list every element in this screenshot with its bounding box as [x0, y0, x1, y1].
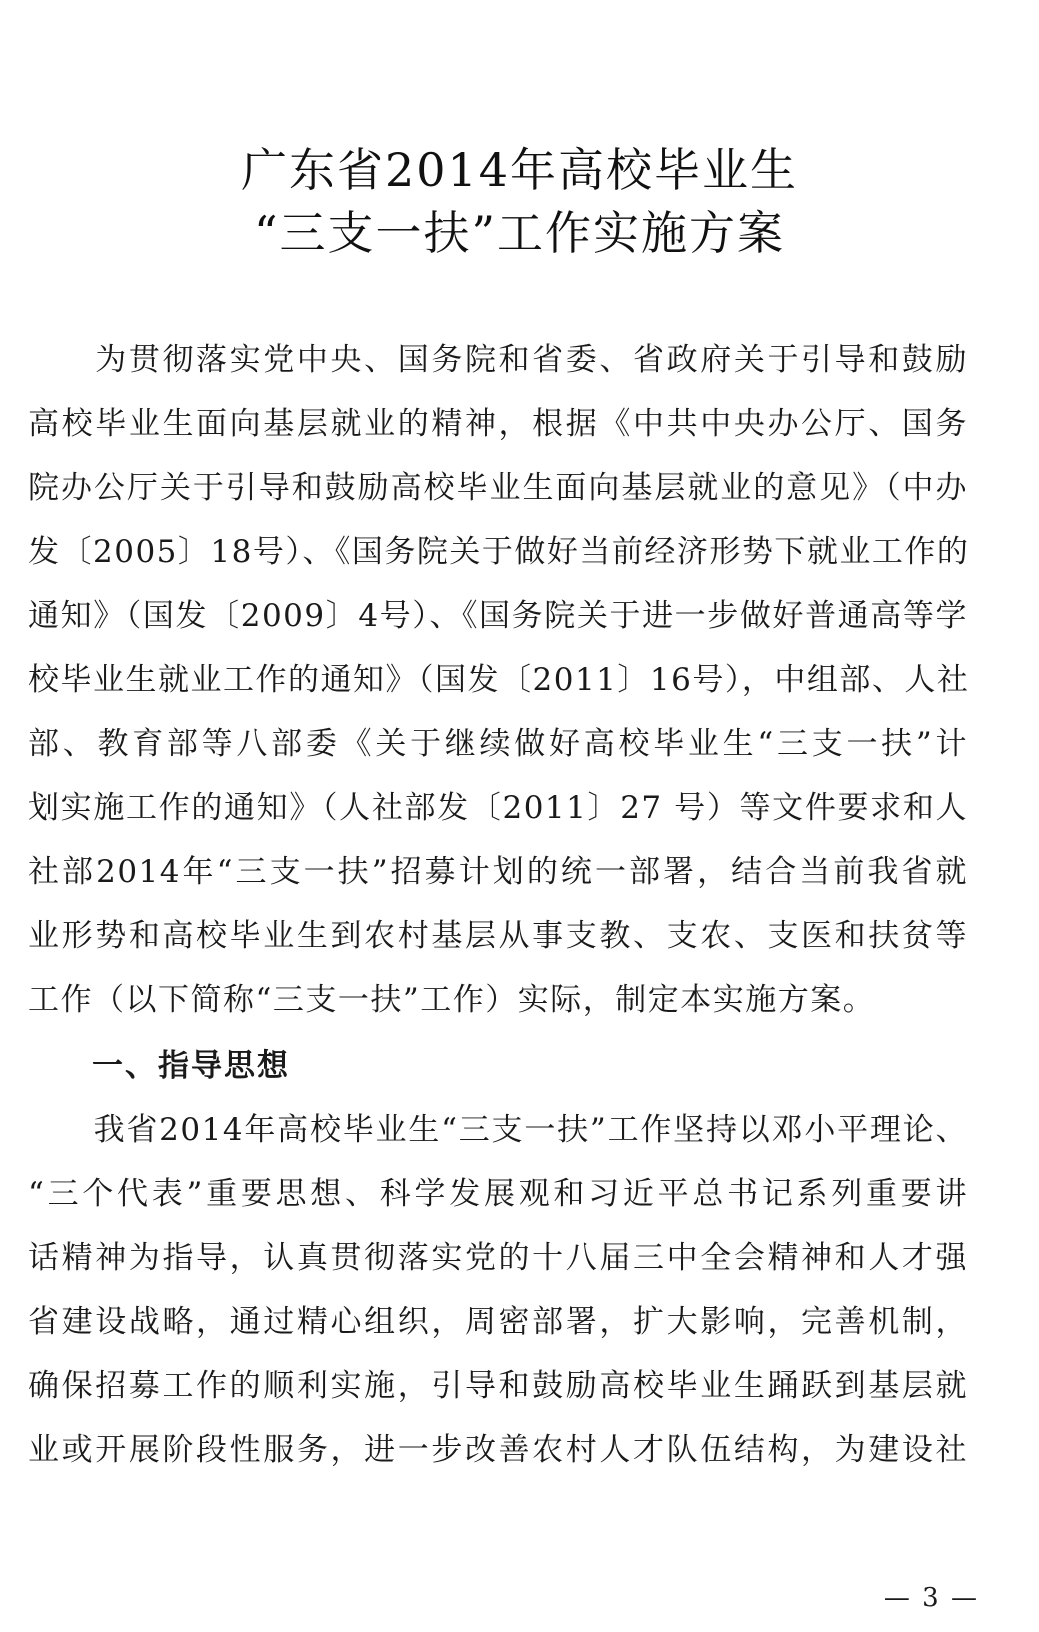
section1-line: “三个代表”重要思想、科学发展观和习近平总书记系列重要讲: [28, 1176, 968, 1212]
intro-line: 校毕业生就业工作的通知》（国发〔2011〕16号），中组部、人社: [28, 662, 970, 698]
section1-paragraph: [28, 1098, 968, 1482]
intro-line: 划实施工作的通知》（人社部发〔2011〕27 号）等文件要求和人: [28, 790, 968, 826]
intro-line: 部、教育部等八部委《关于继续做好高校毕业生“三支一扶”计: [28, 726, 968, 762]
document-title-line-1: 广东省2014年高校毕业生: [240, 143, 799, 197]
intro-line: 业形势和高校毕业生到农村基层从事支教、支农、支医和扶贫等: [28, 918, 968, 954]
section1-line: 话精神为指导，认真贯彻落实党的十八届三中全会精神和人才强: [28, 1240, 968, 1276]
intro-line: 发〔2005〕18号）、《国务院关于做好当前经济形势下就业工作的: [28, 534, 970, 570]
intro-line: 院办公厅关于引导和鼓励高校毕业生面向基层就业的意见》（中办: [28, 470, 968, 506]
intro-line: 社部2014年“三支一扶”招募计划的统一部署，结合当前我省就: [28, 854, 968, 890]
intro-line: 高校毕业生面向基层就业的精神，根据《中共中央办公厅、国务: [28, 406, 968, 442]
section1-line: 省建设战略，通过精心组织，周密部署，扩大影响，完善机制，: [28, 1304, 968, 1340]
intro-paragraph: [28, 328, 968, 1032]
section-heading-guiding-ideology: 一、指导思想: [92, 1048, 290, 1084]
document-title-line-2: “三支一扶”工作实施方案: [253, 206, 786, 260]
intro-line: 通知》（国发〔2009〕4号）、《国务院关于进一步做好普通高等学: [28, 598, 968, 634]
intro-line: 工作（以下简称“三支一扶”工作）实际，制定本实施方案。: [28, 982, 876, 1018]
section1-line: 我省2014年高校毕业生“三支一扶”工作坚持以邓小平理论、: [28, 1112, 968, 1148]
intro-line: 为贯彻落实党中央、国务院和省委、省政府关于引导和鼓励: [28, 342, 968, 378]
page-number: — 3 —: [883, 1583, 979, 1613]
section1-line: 业或开展阶段性服务，进一步改善农村人才队伍结构，为建设社: [28, 1432, 968, 1468]
section1-line: 确保招募工作的顺利实施，引导和鼓励高校毕业生踊跃到基层就: [28, 1368, 968, 1404]
